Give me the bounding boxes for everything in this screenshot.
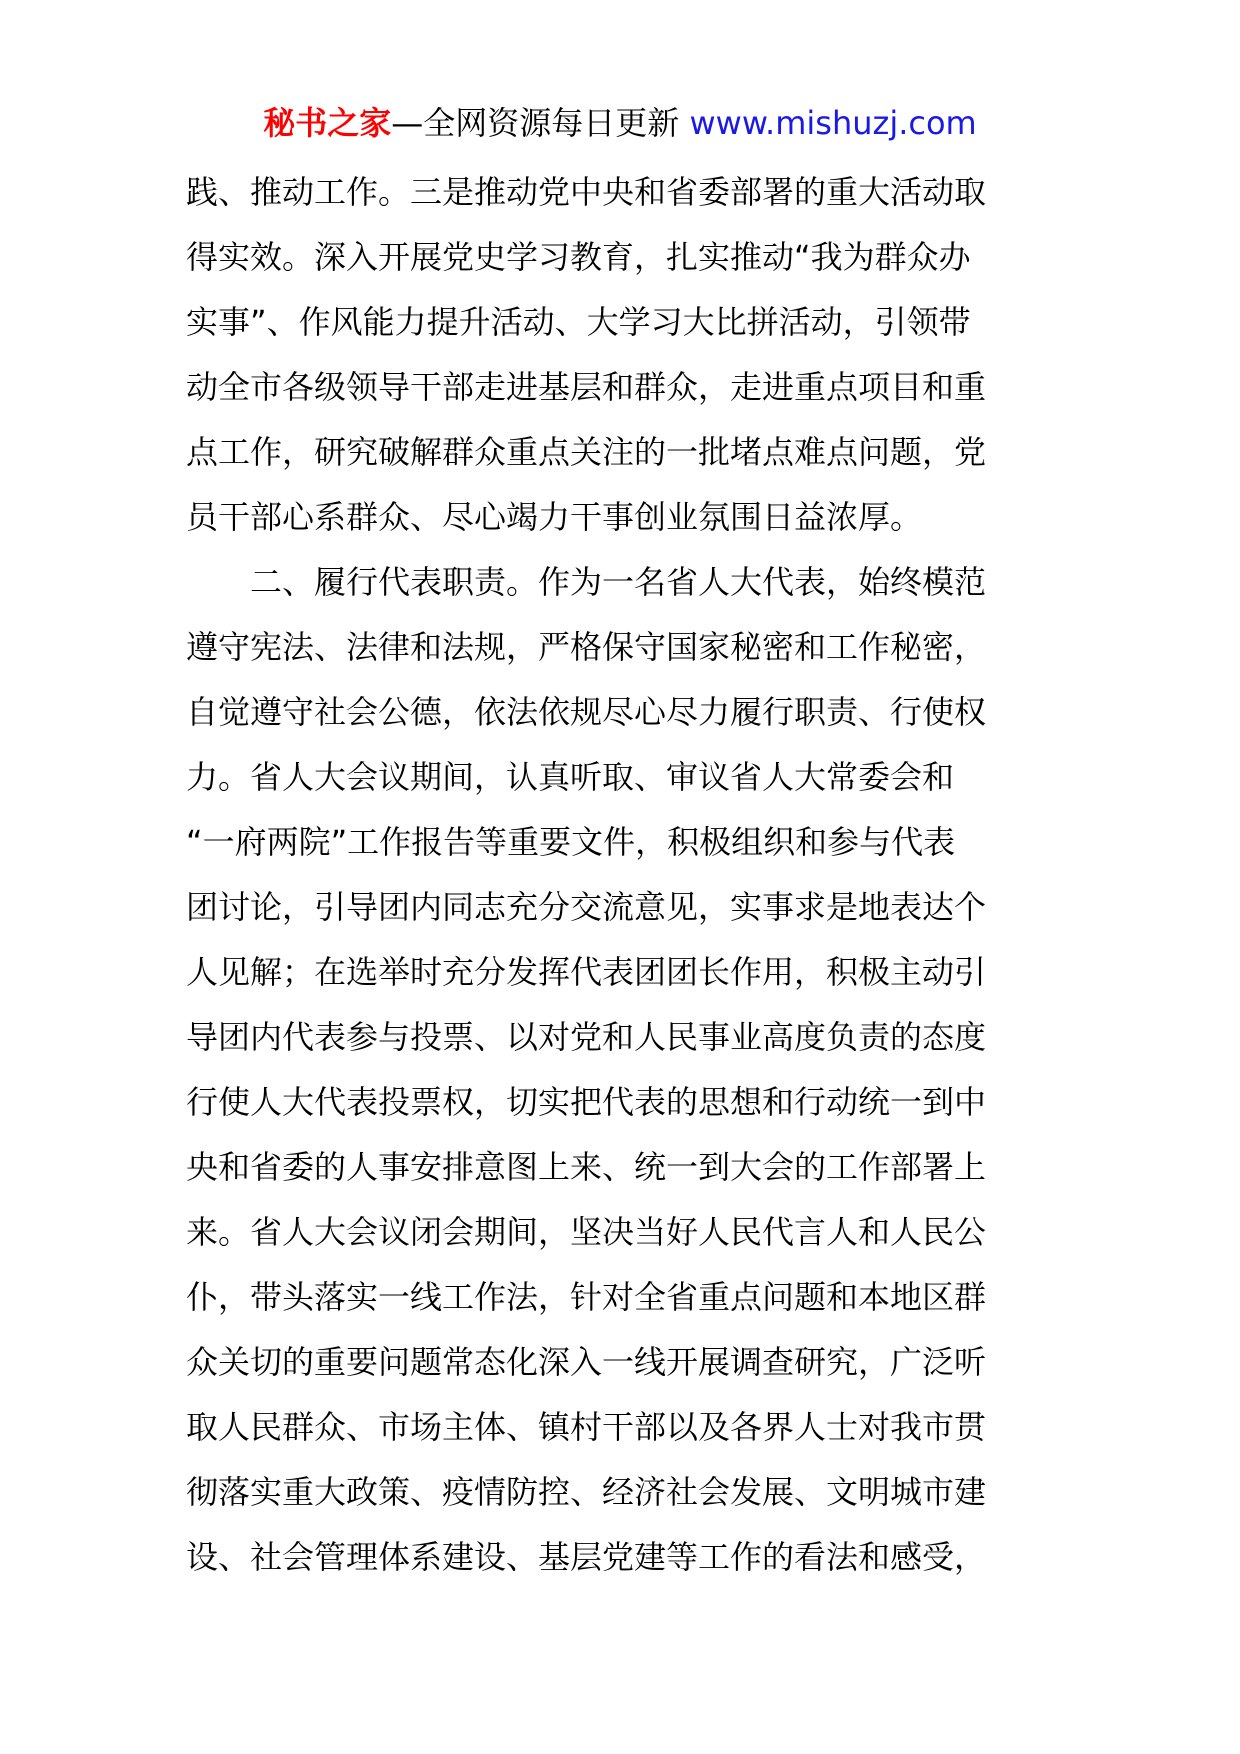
text-line: “一府两院”工作报告等重要文件，积极组织和参与代表 [186, 823, 956, 861]
text-line: 行使人大代表投票权，切实把代表的思想和行动统一到中 [186, 1083, 987, 1121]
section-heading-line: 二、履行代表职责。作为一名省人大代表，始终模范 [250, 563, 987, 601]
text-line: 设、社会管理体系建设、基层党建等工作的看法和感受， [186, 1538, 987, 1576]
text-line: 来。省人大会议闭会期间，坚决当好人民代言人和人民公 [186, 1213, 987, 1251]
text-line: 取人民群众、市场主体、镇村干部以及各界人士对我市贯 [186, 1408, 987, 1446]
site-url-link[interactable]: www.mishuzj.com [689, 104, 977, 142]
text-line: 力。省人大会议期间，认真听取、审议省人大常委会和 [186, 758, 955, 796]
text-line: 人见解；在选举时充分发挥代表团团长作用，积极主动引 [186, 953, 987, 991]
text-line: 仆，带头落实一线工作法，针对全省重点问题和本地区群 [186, 1278, 987, 1316]
text-line: 践、推动工作。三是推动党中央和省委部署的重大活动取 [186, 173, 987, 211]
text-line: 团讨论，引导团内同志充分交流意见，实事求是地表达个 [186, 888, 987, 926]
text-line: 自觉遵守社会公德，依法依规尽心尽力履行职责、行使权 [186, 693, 987, 731]
text-line: 众关切的重要问题常态化深入一线开展调查研究，广泛听 [186, 1343, 987, 1381]
site-tagline: —全网资源每日更新 [391, 104, 690, 142]
text-line: 实事”、作风能力提升活动、大学习大比拼活动，引领带 [186, 303, 971, 341]
site-header [0, 100, 1240, 146]
text-line: 央和省委的人事安排意图上来、统一到大会的工作部署上 [186, 1148, 987, 1186]
text-line: 彻落实重大政策、疫情防控、经济社会发展、文明城市建 [186, 1473, 987, 1511]
site-brand: 秘书之家 [263, 104, 392, 142]
text-line: 动全市各级领导干部走进基层和群众，走进重点项目和重 [186, 368, 987, 406]
text-line: 员干部心系群众、尽心竭力干事创业氛围日益浓厚。 [186, 498, 923, 536]
text-line: 得实效。深入开展党史学习教育，扎实推动“我为群众办 [186, 238, 971, 276]
text-line: 遵守宪法、法律和法规，严格保守国家秘密和工作秘密， [186, 628, 987, 666]
document-body [186, 160, 1048, 1590]
text-line: 点工作，研究破解群众重点关注的一批堵点难点问题，党 [186, 433, 987, 471]
text-line: 导团内代表参与投票、以对党和人民事业高度负责的态度 [186, 1018, 987, 1056]
